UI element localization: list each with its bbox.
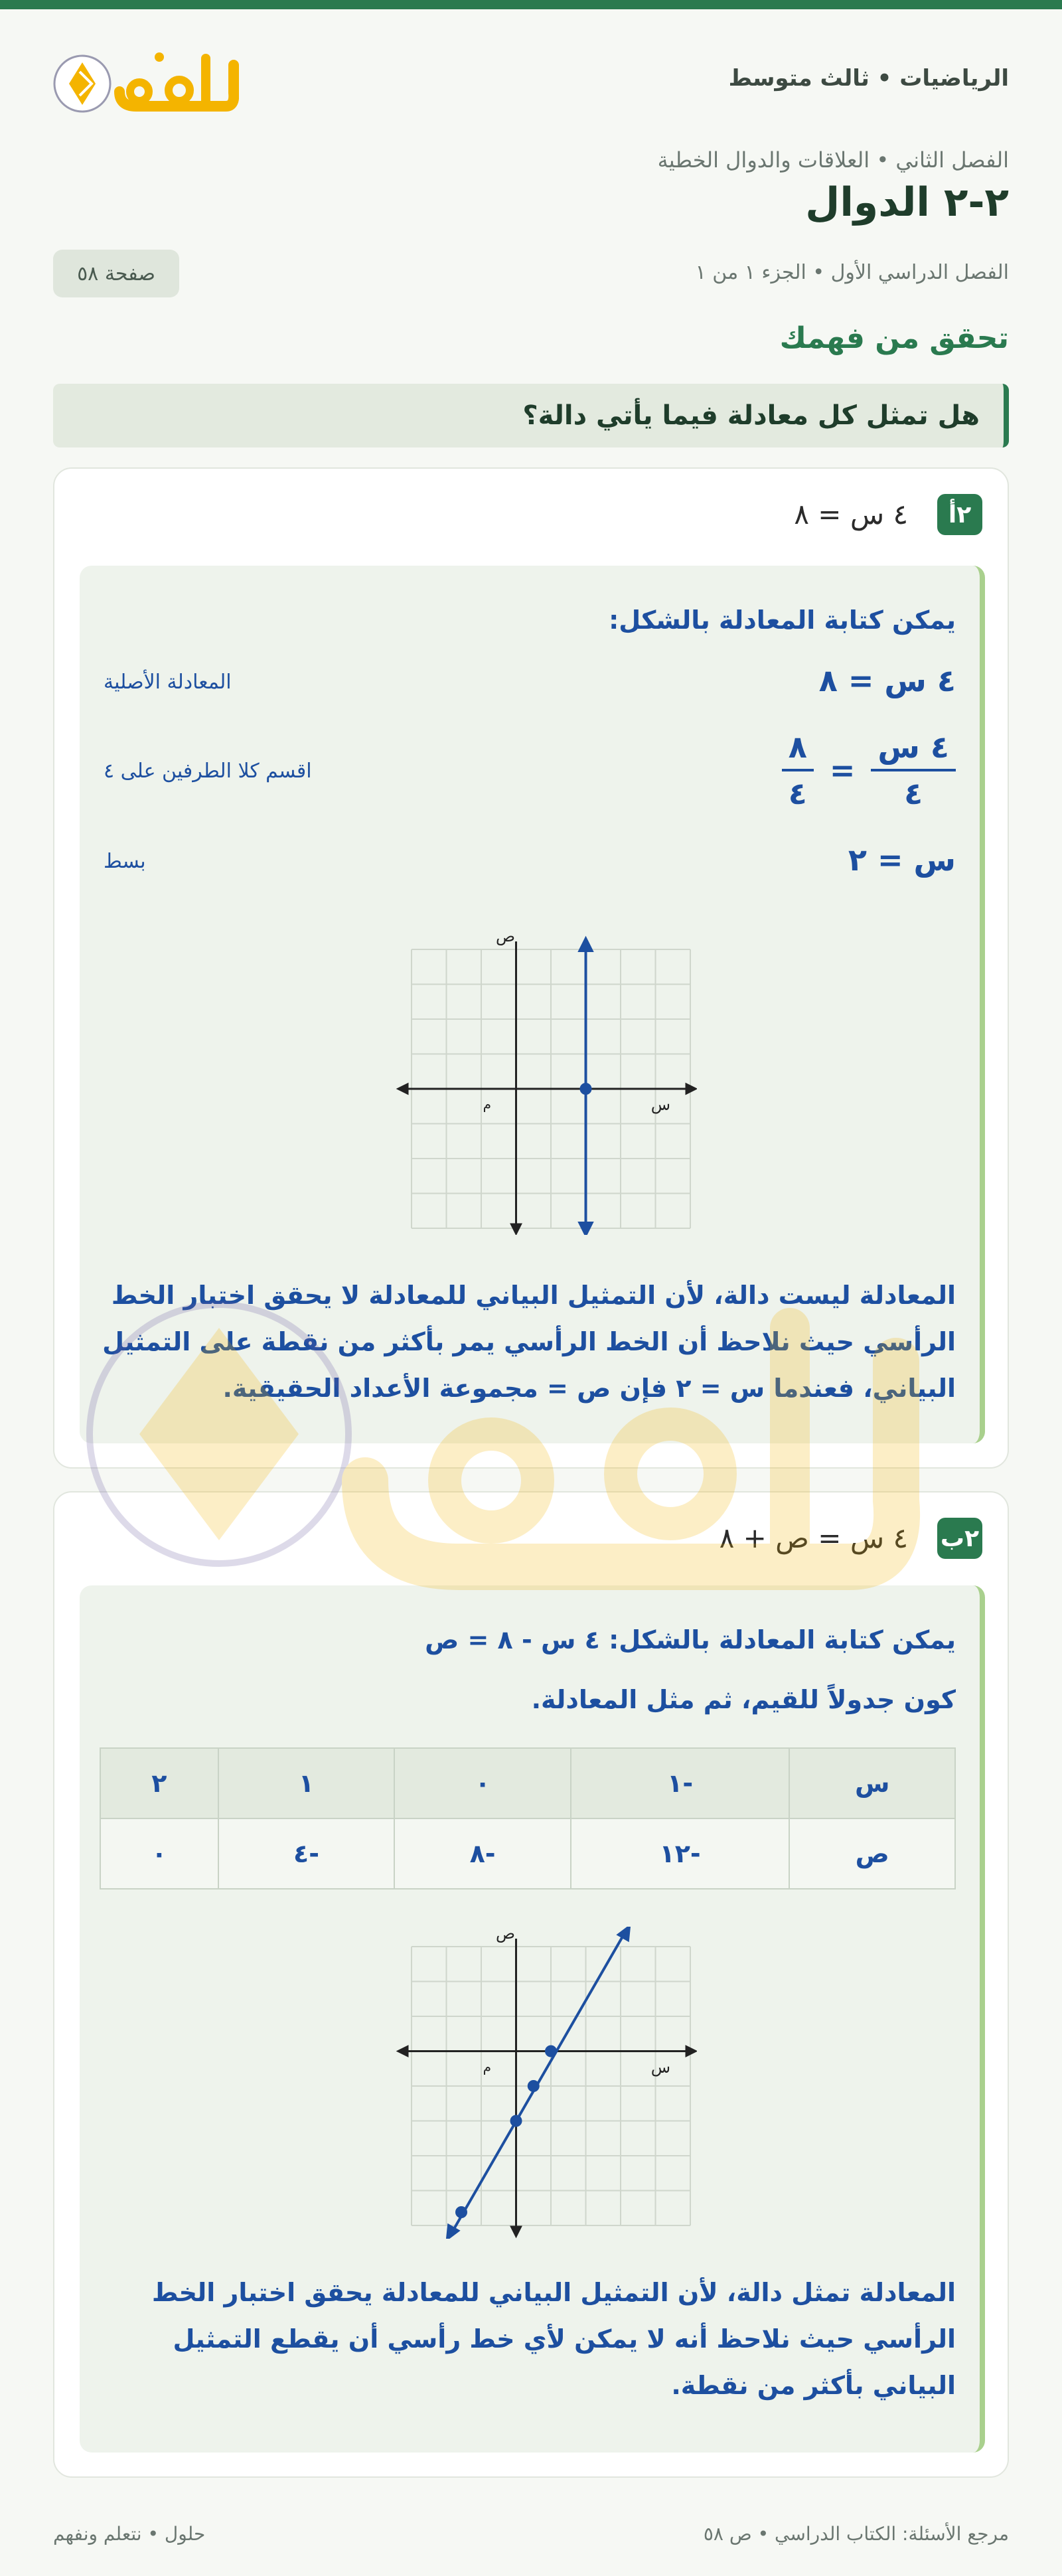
origin-label-a: م [483, 1096, 491, 1112]
subject-title: الرياضيات • ثالث متوسط [728, 65, 1009, 92]
point-minus1-minus12 [457, 2208, 466, 2217]
top-accent-bar [0, 0, 1062, 9]
page-badge: صفحة ٥٨ [53, 250, 179, 297]
breadcrumb: الفصل الثاني • العلاقات والدوال الخطية [657, 147, 1009, 173]
question-prompt: هل تمثل كل معادلة فيما يأتي دالة؟ [53, 384, 1009, 447]
table-cell: -٤ [218, 1818, 395, 1889]
table-cell: -١٢ [571, 1818, 790, 1889]
origin-label-b: م [483, 2059, 491, 2075]
problem-card-a [53, 467, 1009, 1469]
graph-b [392, 1927, 697, 2239]
step-equation-3: س = ٢ [848, 842, 956, 878]
step-note-3: بسط [104, 850, 146, 873]
solution-instruction-b: كون جدولاً للقيم، ثم مثل المعادلة. [531, 1685, 956, 1714]
x-axis-label-a: س [650, 1095, 670, 1114]
solution-panel-a [80, 566, 985, 1443]
table-cell: ٢ [100, 1748, 218, 1818]
halol-logo[interactable] [53, 45, 239, 118]
step-equation-2 [782, 729, 956, 811]
values-table [100, 1747, 956, 1890]
y-axis-label-b: ص [495, 1927, 515, 1943]
table-cell: -١ [571, 1748, 790, 1818]
equals-sign: = [829, 752, 856, 788]
graph-a [392, 929, 697, 1235]
fraction-left-numerator: ٤ س [877, 729, 949, 765]
step-note-1: المعادلة الأصلية [104, 671, 232, 694]
x-axis-label-b: س [650, 2058, 670, 2077]
term-meta: الفصل الدراسي الأول • الجزء ١ من ١ [695, 261, 1009, 284]
solution-intro-b: يمكن كتابة المعادلة بالشكل: ٤ س - ٨ = ص [425, 1625, 956, 1654]
table-cell: ٠ [394, 1748, 571, 1818]
fraction-right-denominator: ٤ [788, 775, 807, 811]
problem-label-a: ٢أ [937, 494, 982, 535]
problem-equation-a: ٤ س = ٨ [794, 498, 908, 530]
conclusion-b: المعادلة تمثل دالة، لأن التمثيل البياني للمعادلة يحقق اختبار الخط الرأسي حيث نلاحظ أنه لا يمكن لأي خط رأسي أن يقطع التمثيل البياني بأكثر من نقطة. [151, 2278, 956, 2400]
fraction-left [871, 729, 956, 811]
table-cell: ١ [218, 1748, 395, 1818]
solution-panel-b [80, 1585, 985, 2453]
conclusion-a: المعادلة ليست دالة، لأن التمثيل البياني للمعادلة لا يحقق اختبار الخط الرأسي حيث نلاحظ أن الخط الرأسي يمر بأكثر من نقطة على التمثيل البياني، فعندما س = ٢ فإن ص = مجموعة الأعداد الحقيقية. [102, 1281, 956, 1403]
fraction-right [782, 729, 814, 811]
point-2-0 [581, 1084, 591, 1093]
problem-card-b [53, 1491, 1009, 2478]
point-2-0 [546, 2047, 556, 2056]
fraction-right-numerator: ٨ [788, 729, 807, 765]
table-cell: ٠ [100, 1818, 218, 1889]
table-cell: -٨ [394, 1818, 571, 1889]
footer-brand: حلول • نتعلم ونفهم [53, 2523, 206, 2545]
table-row-y [100, 1818, 955, 1889]
fraction-left-denominator: ٤ [904, 775, 923, 811]
problem-equation-b: ٤ س = ص + ٨ [719, 1522, 908, 1554]
table-cell: ص [789, 1818, 955, 1889]
step-equation-1: ٤ س = ٨ [818, 663, 956, 698]
point-0-minus8 [512, 2117, 521, 2126]
section-heading: تحقق من فهمك [779, 321, 1009, 355]
step-note-2: اقسم كلا الطرفين على ٤ [104, 760, 312, 783]
header [53, 45, 1009, 118]
table-cell: س [789, 1748, 955, 1818]
solution-intro-a: يمكن كتابة المعادلة بالشكل: [609, 605, 956, 635]
table-row-x [100, 1748, 955, 1818]
point-1-minus4 [529, 2081, 538, 2091]
y-axis-label-a: ص [495, 929, 515, 945]
page-title: ٢-٢ الدوال [805, 179, 1009, 226]
footer-reference: مرجع الأسئلة: الكتاب الدراسي • ص ٥٨ [703, 2523, 1009, 2545]
problem-label-b: ٢ب [937, 1518, 982, 1559]
